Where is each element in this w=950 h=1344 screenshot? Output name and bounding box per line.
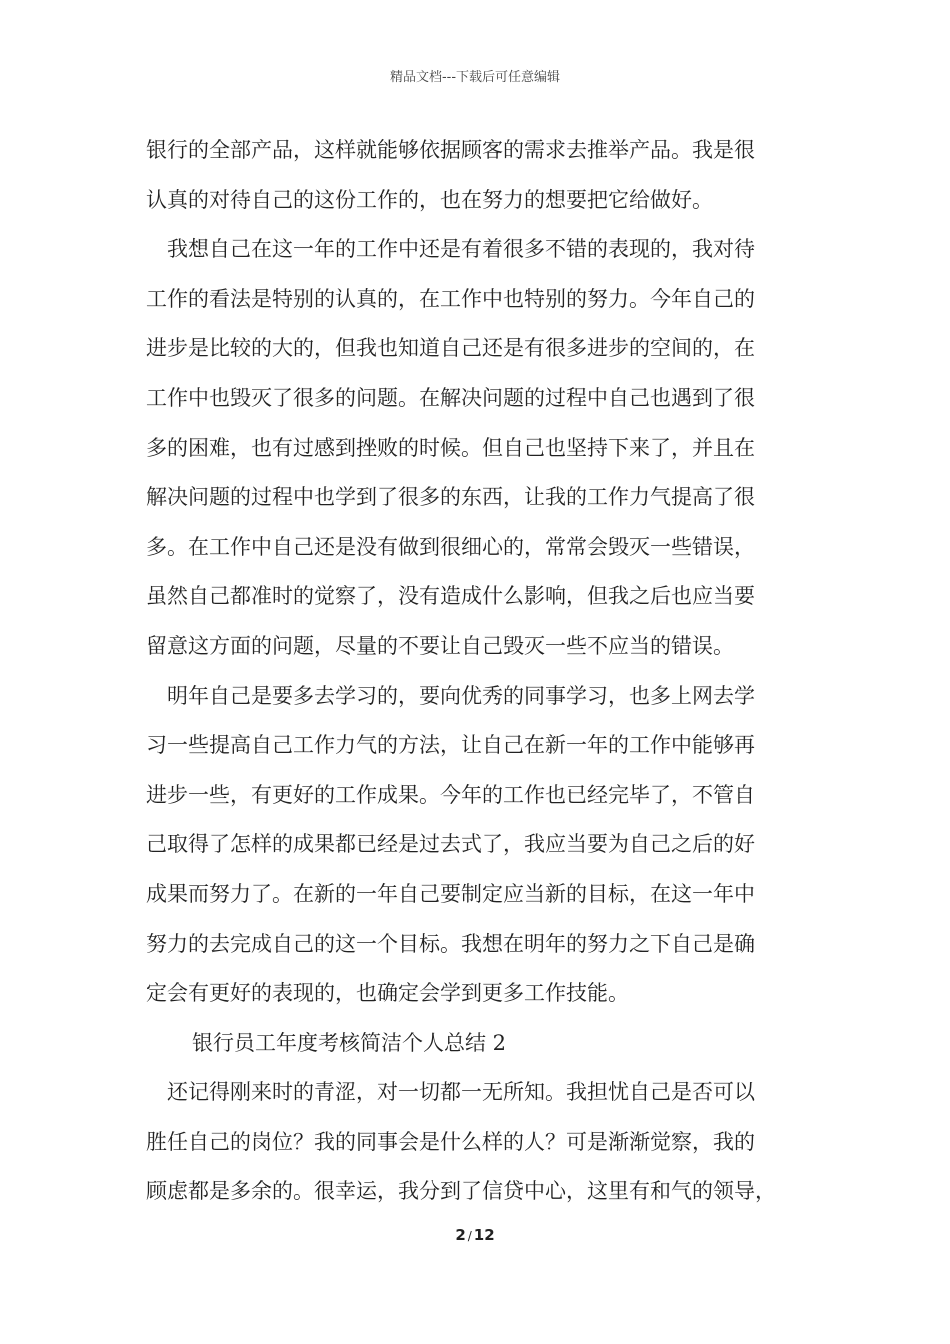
text-line: 多。在工作中自己还是没有做到很细心的，常常会毁灭一些错误， xyxy=(146,534,755,559)
text-line: 顾虑都是多余的。很幸运，我分到了信贷中心，这里有和气的领导， xyxy=(146,1179,776,1204)
text-line: 胜任自己的岗位？我的同事会是什么样的人？可是渐渐觉察，我的 xyxy=(146,1129,755,1154)
text-line: 进步是比较的大的，但我也知道自己还是有很多进步的空间的，在 xyxy=(146,336,755,361)
text-line: 银行的全部产品，这样就能够依据顾客的需求去推举产品。我是很 xyxy=(146,138,755,162)
document-body xyxy=(146,126,816,1217)
text-line: 进步一些，有更好的工作成果。今年的工作也已经完毕了，不管自 xyxy=(146,782,755,807)
text-line: 多的困难，也有过感到挫败的时候。但自己也坚持下来了，并且在 xyxy=(146,435,755,460)
text-line: 成果而努力了。在新的一年自己要制定应当新的目标，在这一年中 xyxy=(146,881,755,906)
text-line: 努力的去完成自己的这一个目标。我想在明年的努力之下自己是确 xyxy=(146,931,755,956)
paragraph-4 xyxy=(146,1068,816,1217)
paragraph-2 xyxy=(146,225,816,671)
paragraph-3 xyxy=(146,672,816,1019)
paragraph-1 xyxy=(146,126,816,225)
total-pages: 12 xyxy=(473,1226,495,1244)
page-header: 精品文档---下载后可任意编辑 xyxy=(389,70,561,85)
text-line: 己取得了怎样的成果都已经是过去式了，我应当要为自己之后的好 xyxy=(146,832,755,857)
text-line: 虽然自己都准时的觉察了，没有造成什么影响，但我之后也应当要 xyxy=(146,584,755,609)
text-line: 明年自己是要多去学习的，要向优秀的同事学习，也多上网去学 xyxy=(167,683,755,708)
text-line: 工作中也毁灭了很多的问题。在解决问题的过程中自己也遇到了很 xyxy=(146,385,755,410)
text-line: 工作的看法是特别的认真的，在工作中也特别的努力。今年自己的 xyxy=(146,286,755,311)
page-number xyxy=(0,1226,950,1244)
current-page: 2 xyxy=(455,1226,466,1244)
page-separator: / xyxy=(467,1229,472,1243)
text-line: 习一些提高自己工作力气的方法，让自己在新一年的工作中能够再 xyxy=(146,733,755,758)
text-line: 我想自己在这一年的工作中还是有着很多不错的表现的，我对待 xyxy=(167,237,755,262)
text-line: 认真的对待自己的这份工作的，也在努力的想要把它给做好。 xyxy=(146,187,713,212)
text-line: 定会有更好的表现的，也确定会学到更多工作技能。 xyxy=(146,981,629,1006)
text-line: 留意这方面的问题，尽量的不要让自己毁灭一些不应当的错误。 xyxy=(146,633,734,658)
section-heading: 银行员工年度考核简洁个人总结 2 xyxy=(192,1030,507,1055)
text-line: 还记得刚来时的青涩，对一切都一无所知。我担忧自己是否可以 xyxy=(167,1080,755,1105)
text-line: 解决问题的过程中也学到了很多的东西，让我的工作力气提高了很 xyxy=(146,485,755,510)
